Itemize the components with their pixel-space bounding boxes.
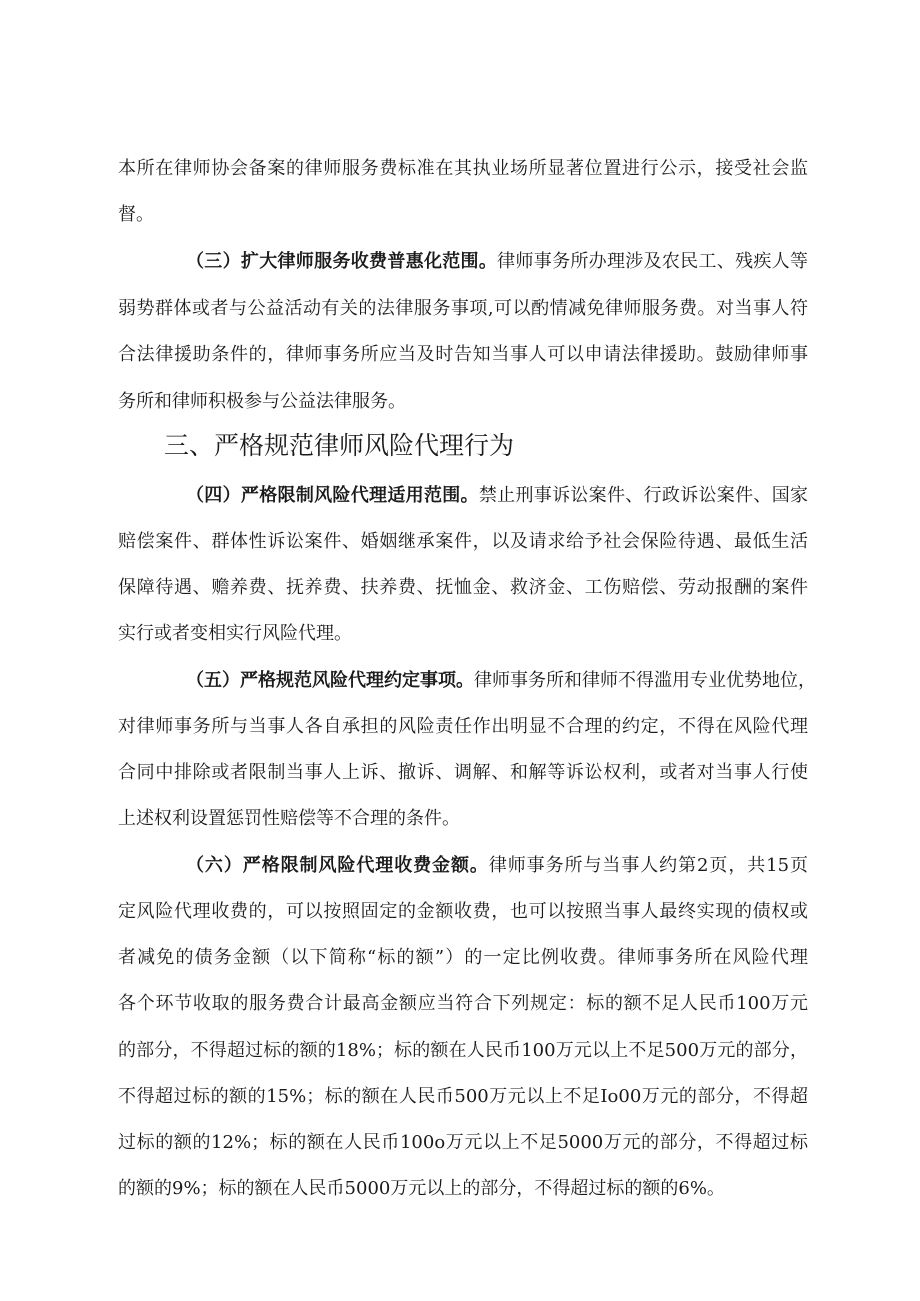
- paragraph-text: 律师事务所办理涉及农民工、残疾人等: [497, 251, 809, 272]
- paragraph-line: 本所在律师协会备案的律师服务费标准在其执业场所显著位置进行公示，接受社会监: [118, 158, 808, 179]
- paragraph-line: 合法律援助条件的，律师事务所应当及时告知当事人可以申请法律援助。鼓励律师事: [118, 344, 808, 365]
- paragraph-line: 定风险代理收费的，可以按照固定的金额收费，也可以按照当事人最终实现的债权或: [118, 901, 808, 922]
- paragraph-first-line: [186, 250, 808, 274]
- paragraph-line: 督。: [118, 204, 154, 225]
- paragraph-text: 律师事务所与当事人约第2页，共15页: [488, 855, 809, 876]
- paragraph-line: 务所和律师积极参与公益法律服务。: [118, 391, 406, 412]
- paragraph-first-line: [186, 854, 808, 878]
- paragraph-text: 律师事务所和律师不得滥用专业优势地位，: [474, 670, 816, 691]
- paragraph-lead: （六）严格限制风险代理收费金额。: [186, 855, 489, 876]
- paragraph-line: 保障待遇、赡养费、抚养费、扶养费、抚恤金、救济金、工伤赔偿、劳动报酬的案件: [118, 577, 808, 598]
- paragraph-text: 禁止刑事诉讼案件、行政诉讼案件、国家: [478, 485, 809, 506]
- paragraph-line: 者减免的债务金额（以下简称“标的额”）的一定比例收费。律师事务所在风险代理: [118, 947, 808, 968]
- section-heading: 三、严格规范律师风险代理行为: [164, 431, 515, 460]
- paragraph-line: 的部分，不得超过标的额的18%；标的额在人民币100万元以上不足500万元的部分，: [118, 1040, 808, 1061]
- paragraph-line: 上述权利设置惩罚性赔偿等不合理的条件。: [118, 808, 460, 829]
- paragraph-lead: （四）严格限制风险代理适用范围。: [186, 485, 479, 506]
- paragraph-line: 的额的9%；标的额在人民币5000万元以上的部分，不得超过标的额的6%。: [118, 1178, 725, 1199]
- paragraph-line: 合同中排除或者限制当事人上诉、撤诉、调解、和解等诉讼权利，或者对当事人行使: [118, 762, 808, 783]
- paragraph-line: 弱势群体或者与公益活动有关的法律服务事项,可以酌情减免律师服务费。对当事人符: [118, 298, 808, 319]
- paragraph-line: 过标的额的12%；标的额在人民币100o万元以上不足5000万元的部分，不得超过标: [118, 1132, 808, 1153]
- paragraph-line: 对律师事务所与当事人各自承担的风险责任作出明显不合理的约定，不得在风险代理: [118, 716, 808, 737]
- paragraph-line: 各个环节收取的服务费合计最高金额应当符合下列规定：标的额不足人民币100万元: [118, 993, 808, 1014]
- paragraph-first-line: [186, 484, 808, 508]
- paragraph-line: 实行或者变相实行风险代理。: [118, 623, 352, 644]
- paragraph-lead: （五）严格规范风险代理约定事项。: [186, 670, 474, 691]
- paragraph-lead: （三）扩大律师服务收费普惠化范围。: [186, 251, 498, 272]
- paragraph-line: 赔偿案件、群体性诉讼案件、婚姻继承案件，以及请求给予社会保险待遇、最低生活: [118, 531, 808, 552]
- paragraph-first-line: [186, 669, 816, 693]
- paragraph-line: 不得超过标的额的15%；标的额在人民币500万元以上不足Io00万元的部分，不得超: [118, 1086, 808, 1107]
